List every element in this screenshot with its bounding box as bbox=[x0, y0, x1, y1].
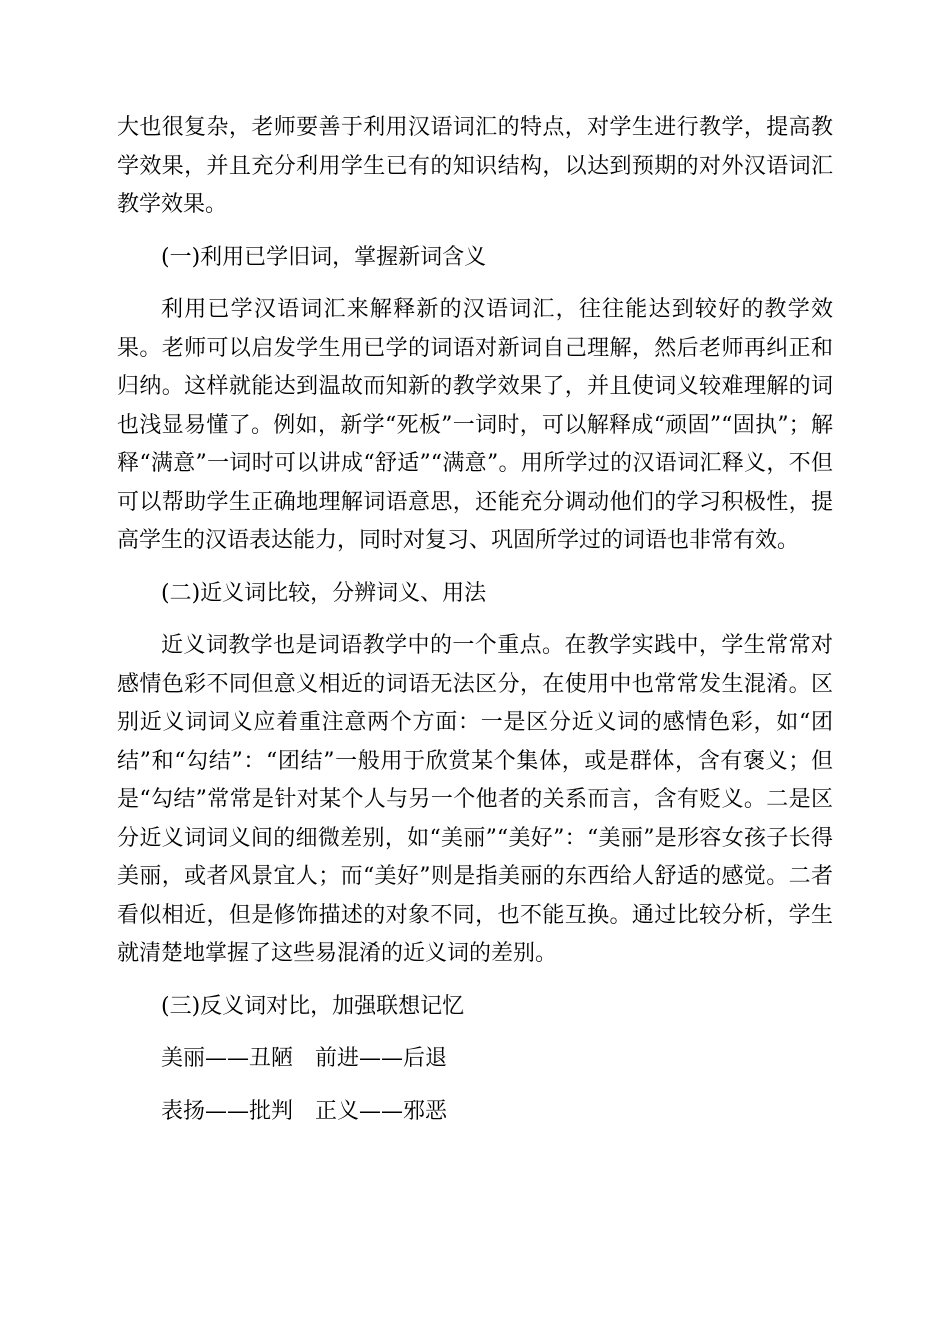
section-body-2: 近义词教学也是词语教学中的一个重点。在教学实践中，学生常常对感情色彩不同但意义相近的词语无法区分，在使用中也常常发生混淆。区别近义词词义应着重注意两个方面：一是区分近义词的感情色彩，如“团结”和“勾结”：“团结”一般用于欣赏某个集体，或是群体，含有褒义；但是“勾结”常常是针对某个人与另一个他者的关系而言，含有贬义。二是区分近义词词义间的细微差别，如“美丽”“美好”：“美丽”是形容女孩子长得美丽，或者风景宜人；而“美好”则是指美丽的东西给人舒适的感觉。二者看似相近，但是修饰描述的对象不同，也不能互换。通过比较分析，学生就清楚地掌握了这些易混淆的近义词的差别。 bbox=[117, 633, 833, 966]
antonym-pair-line-2 bbox=[117, 1093, 833, 1132]
antonym-pair: 前进——后退 bbox=[315, 1046, 448, 1071]
section-heading-3: (三)反义词对比，加强联想记忆 bbox=[161, 993, 465, 1019]
antonym-pair: 表扬——批判 bbox=[161, 1098, 294, 1124]
antonym-pair: 正义——邪恶 bbox=[315, 1098, 448, 1124]
intro-paragraph: 大也很复杂，老师要善于利用汉语词汇的特点，对学生进行教学，提高教学效果，并且充分利用学生已有的知识结构，以达到预期的对外汉语词汇教学效果。 bbox=[117, 115, 833, 217]
antonym-pair: 美丽——丑陋 bbox=[161, 1046, 294, 1071]
antonym-pair-line-1 bbox=[117, 1040, 833, 1079]
section-body-1: 利用已学汉语词汇来解释新的汉语词汇，往往能达到较好的教学效果。老师可以启发学生用已学的词语对新词自己理解，然后老师再纠正和归纳。这样就能达到温故而知新的教学效果了，并且使词义较难理解的词也浅显易懂了。例如，新学“死板”一词时，可以解释成“顽固”“固执”；解释“满意”一词时可以讲成“舒适”“满意”。用所学过的汉语词汇释义，不但可以帮助学生正确地理解词语意思，还能充分调动他们的学习积极性，提高学生的汉语表达能力，同时对复习、巩固所学过的词语也非常有效。 bbox=[117, 297, 833, 553]
section-heading-2: (二)近义词比较，分辨词义、用法 bbox=[161, 580, 487, 606]
document-page bbox=[117, 109, 833, 1131]
section-heading-1: (一)利用已学旧词，掌握新词含义 bbox=[161, 244, 487, 270]
